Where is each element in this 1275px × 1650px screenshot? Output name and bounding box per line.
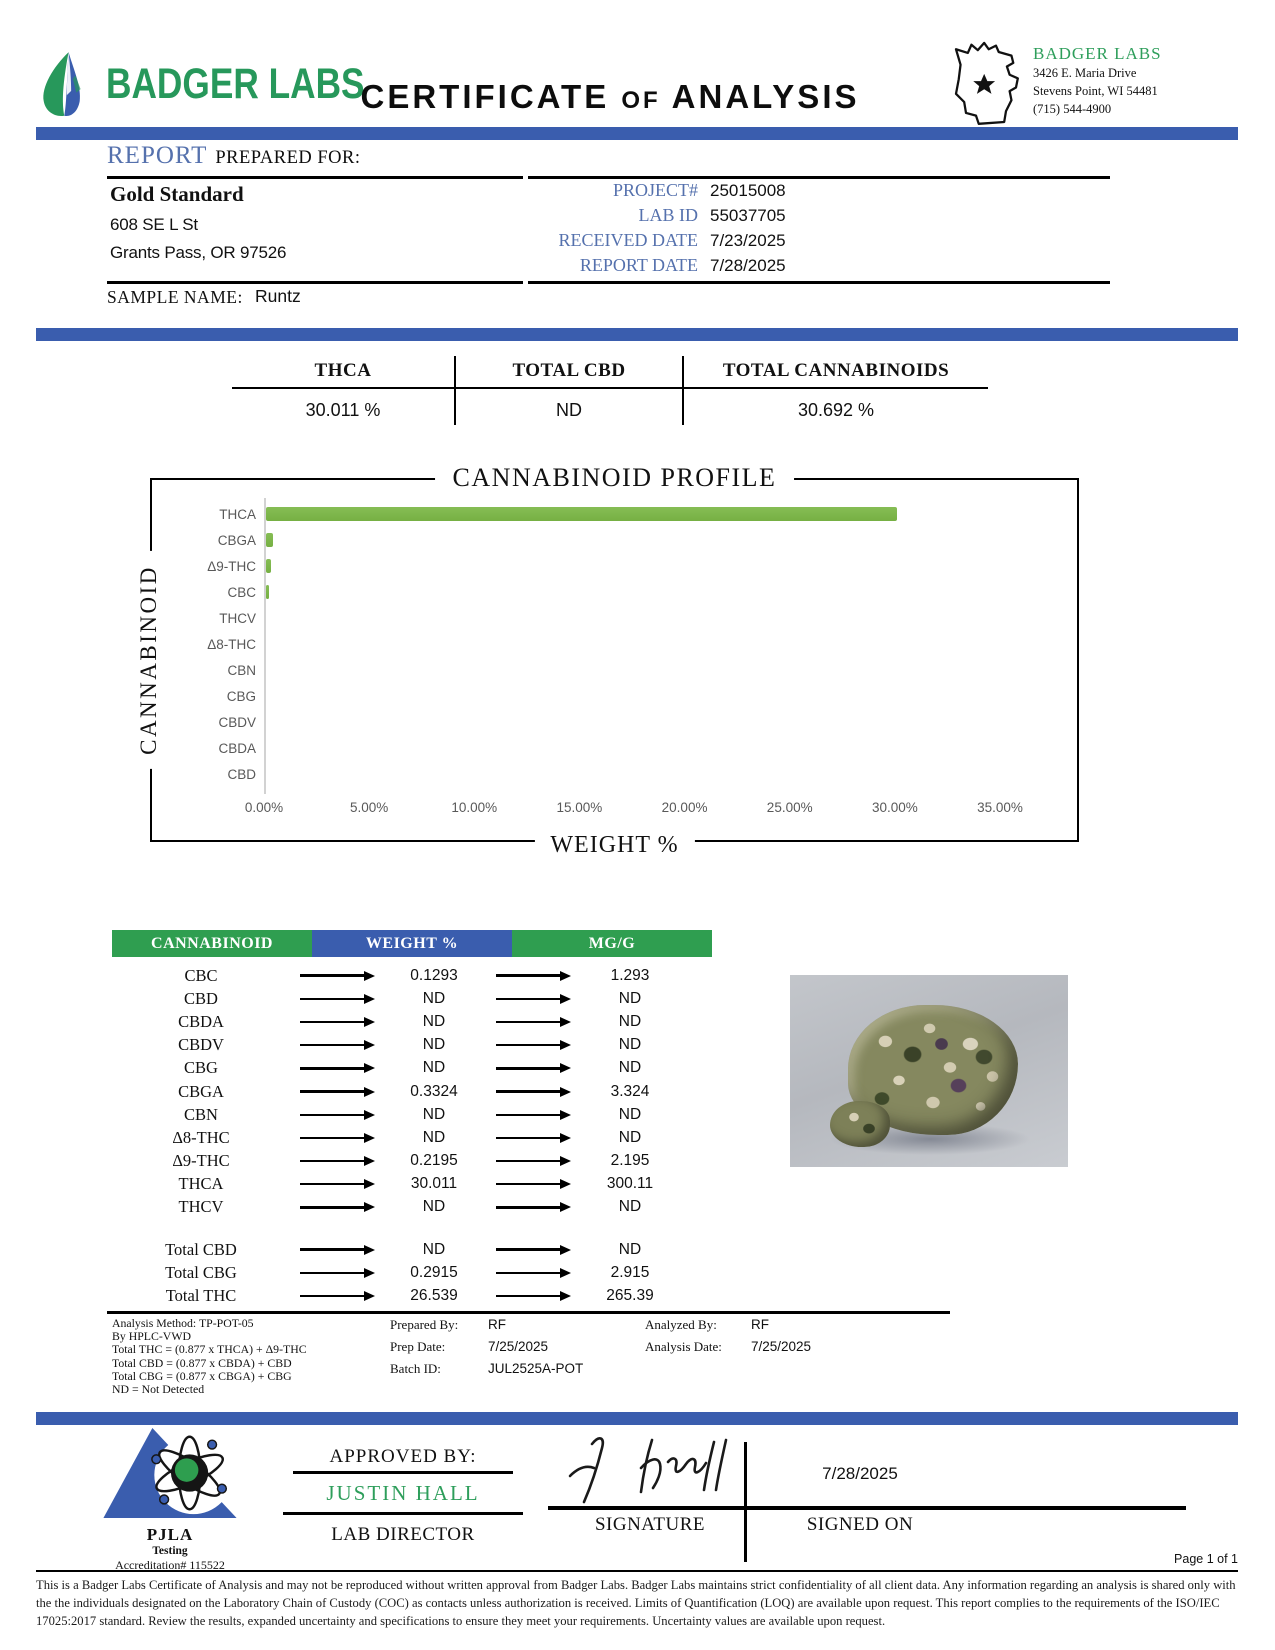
arrow-icon [486, 1040, 578, 1050]
signature-line [548, 1506, 1186, 1510]
lab-phone: (715) 544-4900 [1033, 102, 1112, 117]
row-weight: ND [422, 1059, 446, 1077]
report-meta-label: RECEIVED DATE [558, 230, 698, 250]
chart-category-label: THCA [219, 506, 256, 522]
method-notes [112, 1317, 382, 1396]
row-weight: 26.539 [410, 1287, 458, 1305]
method-note-line: Analysis Method: TP-POT-05 [112, 1316, 254, 1330]
arrow-icon [290, 1063, 382, 1073]
client-address-line2: Grants Pass, OR 97526 [110, 243, 287, 262]
arrow-icon [486, 1110, 578, 1120]
table-row [112, 1080, 772, 1103]
report-meta-row [520, 205, 1112, 230]
pjla-accreditation-block [95, 1426, 245, 1573]
row-mgg: ND [618, 1059, 642, 1077]
chart-row [152, 657, 1077, 683]
arrow-icon [290, 971, 382, 981]
arrow-icon [486, 1017, 578, 1027]
row-weight: 0.2915 [410, 1263, 458, 1281]
row-mgg: 2.915 [610, 1263, 650, 1281]
arrow-icon [486, 971, 578, 981]
approved-by-label: APPROVED BY: [329, 1446, 477, 1467]
row-cannabinoid: Total CBG [165, 1262, 237, 1282]
method-note-line: Total CBG = (0.877 x CBGA) + CBG [112, 1368, 292, 1383]
table-row [112, 964, 772, 987]
wisconsin-map-icon [946, 36, 1026, 128]
summary-table [232, 356, 988, 425]
chart-category-label: CBN [227, 662, 256, 678]
rule [528, 176, 1110, 179]
row-cannabinoid: THCA [178, 1174, 224, 1194]
results-header [112, 930, 772, 957]
prepared-by-value: RF [488, 1317, 506, 1332]
chart-category-label: CBDA [218, 740, 256, 756]
arrow-icon [486, 1179, 578, 1189]
row-mgg: ND [618, 1012, 642, 1030]
chart-bar [266, 585, 269, 599]
arrow-icon [290, 1291, 382, 1301]
summary-cell [456, 356, 684, 425]
row-mgg: ND [618, 1198, 642, 1216]
arrow-icon [486, 1156, 578, 1166]
report-meta-label: LAB ID [638, 205, 698, 225]
row-cannabinoid: CBD [184, 988, 218, 1008]
arrow-icon [290, 1245, 382, 1255]
lab-address-block [946, 36, 1162, 128]
row-mgg: 265.39 [606, 1287, 654, 1305]
row-mgg: 1.293 [610, 966, 650, 984]
rule [107, 281, 523, 284]
report-meta-row [520, 180, 1112, 205]
table-header-cell: MG/G [512, 930, 712, 957]
rule [528, 281, 1110, 284]
report-meta [520, 180, 1112, 280]
client-name: Gold Standard [110, 182, 244, 206]
method-note-line: By HPLC-VWD [112, 1329, 191, 1344]
report-meta-row [520, 230, 1112, 255]
rule [293, 1471, 513, 1474]
signed-on-label: SIGNED ON [806, 1514, 914, 1535]
x-tick-label: 10.00% [451, 800, 498, 815]
chart-bar [266, 559, 271, 573]
summary-value: 30.011 % [305, 400, 381, 420]
brand-wordmark: BADGER LABS [106, 59, 365, 108]
analyzed-by-value: RF [751, 1317, 769, 1332]
signature-icon [556, 1428, 766, 1508]
table-row [112, 1173, 772, 1196]
approver-title: LAB DIRECTOR [331, 1524, 475, 1545]
row-weight: 0.3324 [410, 1082, 458, 1100]
sample-photo [790, 975, 1068, 1167]
chart-x-axis-label: WEIGHT % [534, 832, 694, 859]
table-row [112, 1261, 772, 1284]
arrow-icon [486, 1245, 578, 1255]
prep-date-label: Prep Date: [390, 1339, 446, 1354]
pjla-org: PJLA [146, 1525, 194, 1544]
rule [107, 1311, 950, 1314]
vertical-divider [744, 1442, 747, 1562]
row-weight: 0.1293 [410, 966, 458, 984]
arrow-icon [486, 994, 578, 1004]
chart-bar [266, 533, 273, 547]
table-row [112, 1196, 772, 1219]
chart-category-label: CBD [227, 766, 256, 782]
chart-row [152, 501, 1077, 527]
table-row [112, 1284, 772, 1307]
report-meta-label: REPORT DATE [579, 255, 698, 275]
arrow-icon [486, 1268, 578, 1278]
summary-label: TOTAL CBD [456, 356, 682, 389]
arrow-icon [290, 1202, 382, 1212]
chart-row [152, 735, 1077, 761]
summary-cell [684, 356, 988, 425]
page-number: Page 1 of 1 [1174, 1552, 1238, 1566]
analysis-date-label: Analysis Date: [645, 1339, 722, 1354]
row-mgg: 300.11 [606, 1175, 654, 1193]
results-totals [112, 1238, 772, 1308]
x-tick-label: 15.00% [556, 800, 603, 815]
method-note-line: ND = Not Detected [112, 1382, 205, 1397]
table-row [112, 1150, 772, 1173]
report-meta-value: 25015008 [710, 181, 786, 200]
batch-id-value: JUL2525A-POT [488, 1361, 584, 1376]
sample-name-label: SAMPLE NAME: [107, 287, 243, 307]
arrow-icon [290, 1017, 382, 1027]
chart-category-label: Δ9-THC [207, 558, 256, 574]
row-weight: ND [422, 989, 446, 1007]
chart-row [152, 553, 1077, 579]
page-title: CERTIFICATE OF ANALYSIS [360, 78, 860, 115]
row-mgg: ND [618, 1240, 642, 1258]
row-weight: 0.2195 [410, 1152, 458, 1170]
chart-category-label: Δ8-THC [207, 636, 256, 652]
summary-cell [232, 356, 456, 425]
chart-y-axis-label: CANNABINOID [136, 551, 162, 769]
accreditation-number: Accreditation# 115522 [115, 1558, 225, 1572]
row-weight: ND [422, 1012, 446, 1030]
chart-row [152, 709, 1077, 735]
chart-category-label: THCV [219, 610, 256, 626]
x-tick-label: 20.00% [661, 800, 708, 815]
x-tick-label: 35.00% [977, 800, 1023, 815]
arrow-icon [290, 1268, 382, 1278]
sample-name-value: Runtz [255, 286, 301, 306]
row-mgg: ND [618, 989, 642, 1007]
arrow-icon [290, 994, 382, 1004]
summary-value: 30.692 % [797, 400, 875, 420]
row-cannabinoid: Total THC [165, 1286, 237, 1306]
table-row [112, 1034, 772, 1057]
table-header-cell: WEIGHT % [312, 930, 512, 957]
x-tick-label: 25.00% [766, 800, 813, 815]
chart-row [152, 527, 1077, 553]
report-meta-row [520, 255, 1112, 280]
row-mgg: 2.195 [610, 1152, 650, 1170]
chart-xticks [152, 800, 1077, 820]
row-cannabinoid: CBDA [178, 1011, 224, 1031]
pjla-org-sub: Testing [152, 1545, 188, 1557]
rule [107, 176, 523, 179]
row-cannabinoid: Total CBD [165, 1239, 237, 1259]
arrow-icon [290, 1040, 382, 1050]
lab-address-line1: 3426 E. Maria Drive [1033, 66, 1137, 80]
row-weight: ND [422, 1128, 446, 1146]
row-cannabinoid: THCV [178, 1197, 224, 1217]
row-cannabinoid: CBC [184, 965, 218, 985]
report-meta-value: 7/23/2025 [710, 231, 786, 250]
arrow-icon [290, 1179, 382, 1189]
table-row [112, 1103, 772, 1126]
row-mgg: 3.324 [610, 1082, 650, 1100]
chart-category-label: CBG [226, 688, 256, 704]
row-mgg: ND [618, 1128, 642, 1146]
prepared-by-label: Prepared By: [390, 1317, 459, 1332]
chart-category-label: CBGA [217, 532, 256, 548]
row-weight: ND [422, 1105, 446, 1123]
analysis-date-value: 7/25/2025 [751, 1339, 812, 1354]
analysis-block [645, 1317, 811, 1361]
lab-address-line2: Stevens Point, WI 54481 [1033, 84, 1158, 99]
chart-category-label: CBC [227, 584, 256, 600]
chart-row [152, 761, 1077, 787]
pjla-logo-icon [101, 1426, 239, 1520]
arrow-icon [290, 1110, 382, 1120]
table-header-cell: CANNABINOID [112, 930, 312, 957]
x-tick-label: 30.00% [871, 800, 918, 815]
arrow-icon [290, 1087, 382, 1097]
row-cannabinoid: CBN [184, 1104, 218, 1124]
analyzed-by-label: Analyzed By: [645, 1317, 717, 1332]
summary-label: THCA [232, 356, 454, 389]
leaf-logo-icon [36, 48, 96, 120]
prep-block [390, 1317, 583, 1383]
cannabinoid-profile-chart [136, 463, 1079, 858]
divider-bar-top [36, 127, 1238, 140]
table-row [112, 1238, 772, 1261]
report-meta-value: 7/28/2025 [710, 256, 786, 275]
report-heading: REPORT PREPARED FOR: [107, 142, 361, 169]
signed-on-date: 7/28/2025 [822, 1464, 898, 1483]
client-block [110, 182, 286, 263]
rule [283, 1512, 523, 1516]
chart-row [152, 605, 1077, 631]
chart-title: CANNABINOID PROFILE [435, 463, 795, 493]
arrow-icon [486, 1291, 578, 1301]
row-mgg: ND [618, 1036, 642, 1054]
method-note-line: Total THC = (0.877 x THCA) + Δ9-THC [112, 1342, 307, 1357]
arrow-icon [486, 1202, 578, 1212]
chart-row [152, 579, 1077, 605]
results-table [112, 930, 772, 1308]
chart-row [152, 631, 1077, 657]
arrow-icon [290, 1133, 382, 1143]
summary-label: TOTAL CANNABINOIDS [684, 356, 988, 389]
divider-bar-summary [36, 328, 1238, 341]
method-note-line: Total CBD = (0.877 x CBDA) + CBD [112, 1355, 292, 1370]
arrow-icon [290, 1156, 382, 1166]
row-cannabinoid: CBG [184, 1058, 218, 1078]
row-cannabinoid: Δ9-THC [172, 1151, 230, 1171]
row-weight: ND [422, 1198, 446, 1216]
prep-date-value: 7/25/2025 [488, 1339, 549, 1354]
report-meta-value: 55037705 [710, 206, 786, 225]
report-meta-label: PROJECT# [612, 180, 698, 200]
disclaimer-text: This is a Badger Labs Certificate of Analysis and may not be reproduced without written approval from Badger Labs. Badger Labs maintains strict confidentiality of all client data. Any information regarding an analysis is shared only with the the individuals designated on the Laboratory Chain of Custody (COC) as contacts unless authorization is received. Limits of Quantification (LOQ) are available upon request. This report complies to the requirements of the ISO/IEC 17025:2017 standard. Review the results, expanded uncertainty and specifications to ensure they meet your requirements. Uncertainty values are available upon request. [36, 1570, 1238, 1631]
divider-bar-footer [36, 1412, 1238, 1425]
chart-bar [266, 507, 897, 521]
signature-label: SIGNATURE [594, 1514, 706, 1535]
chart-rows [152, 501, 1077, 787]
row-cannabinoid: CBGA [178, 1081, 224, 1101]
batch-id-label: Batch ID: [390, 1361, 441, 1376]
row-weight: ND [422, 1036, 446, 1054]
lab-name: BADGER LABS [1033, 44, 1162, 63]
arrow-icon [486, 1063, 578, 1073]
results-rows [112, 964, 772, 1219]
approval-block [283, 1446, 523, 1546]
table-row [112, 1010, 772, 1033]
row-cannabinoid: CBDV [178, 1035, 224, 1055]
row-mgg: ND [618, 1105, 642, 1123]
arrow-icon [486, 1133, 578, 1143]
x-tick-label: 0.00% [244, 800, 284, 815]
cannabis-bud-image [848, 1005, 1018, 1135]
summary-value: ND [556, 400, 582, 420]
chart-row [152, 683, 1077, 709]
chart-category-label: CBDV [218, 714, 256, 730]
table-row [112, 1057, 772, 1080]
row-cannabinoid: Δ8-THC [172, 1127, 230, 1147]
row-weight: 30.011 [410, 1175, 458, 1193]
x-tick-label: 5.00% [350, 800, 389, 815]
table-row [112, 987, 772, 1010]
table-row [112, 1126, 772, 1149]
arrow-icon [486, 1087, 578, 1097]
client-address-line1: 608 SE L St [110, 215, 198, 234]
row-weight: ND [422, 1240, 446, 1258]
approver-name: JUSTIN HALL [326, 1480, 480, 1505]
